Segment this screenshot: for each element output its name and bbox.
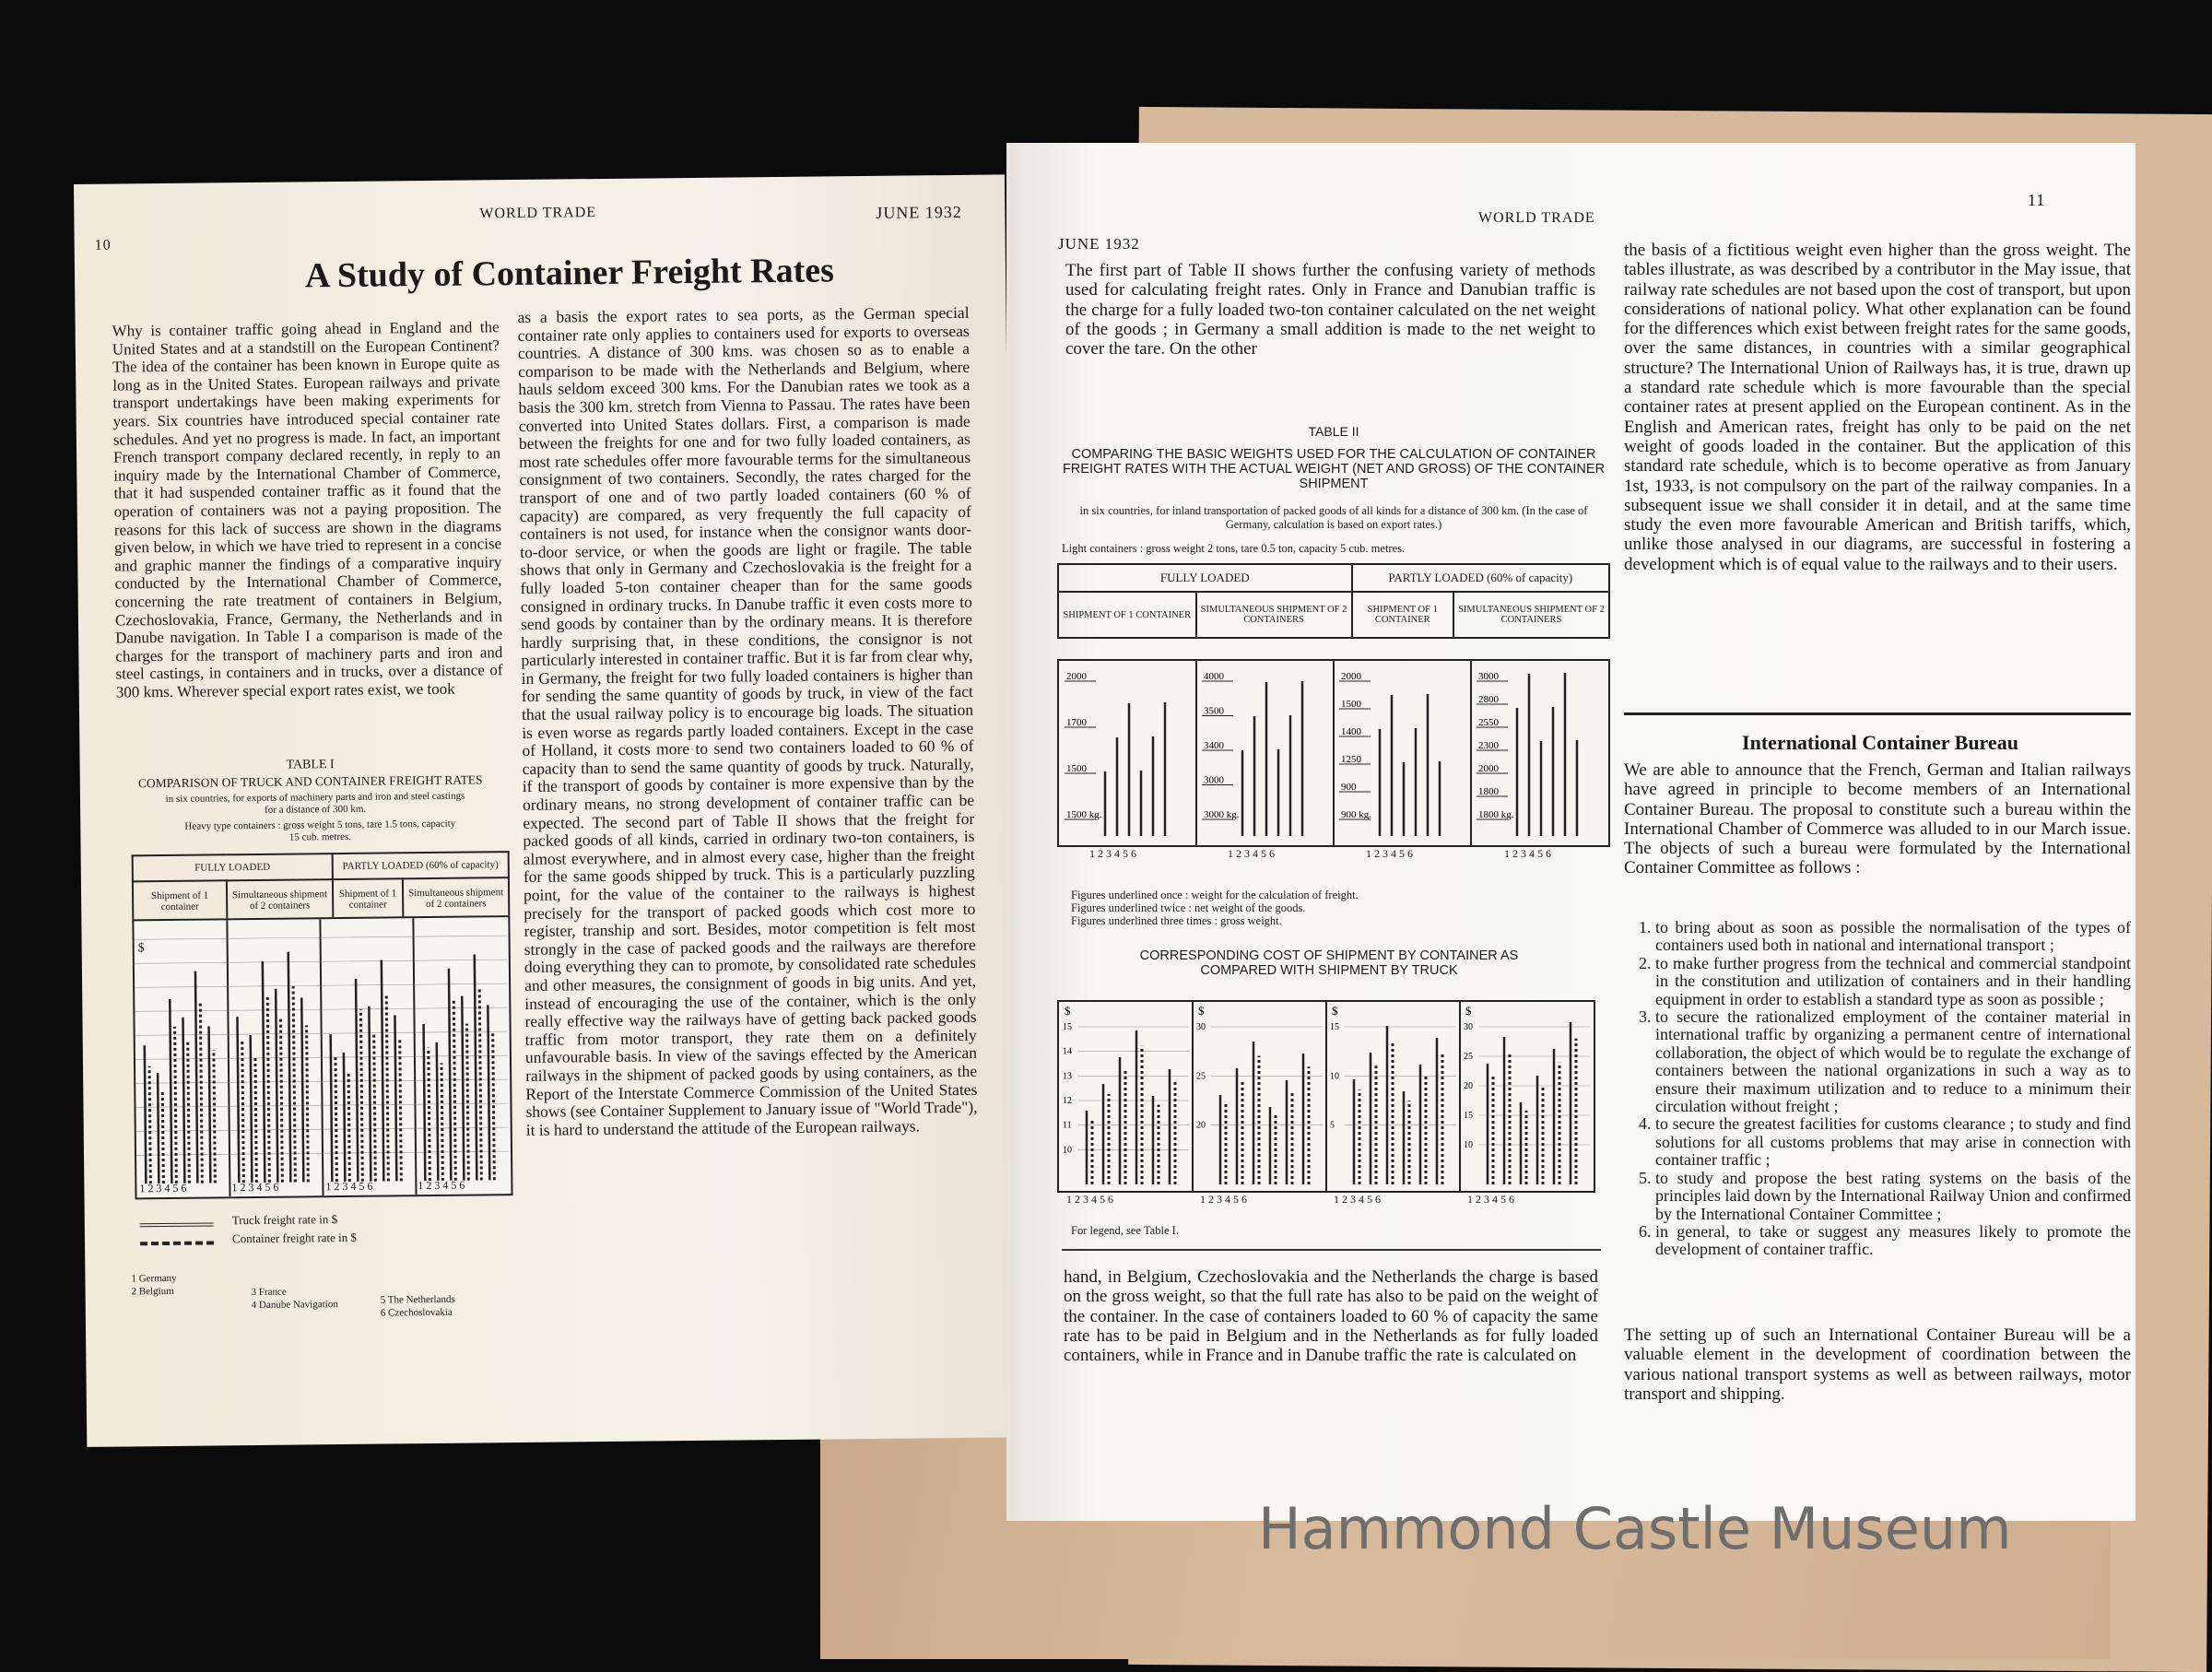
- table1-currency: $: [137, 941, 145, 956]
- article-title: A Study of Container Freight Rates: [304, 251, 835, 296]
- truck-bar: [263, 961, 265, 1183]
- truck-bar: [251, 1035, 253, 1183]
- gridline: [135, 962, 228, 963]
- table2-container-spec: Light containers : gross weight 2 tons, tare 0.5 ton, capacity 5 cub. metres.: [1062, 542, 1406, 555]
- table2-label: TABLE II: [1308, 424, 1359, 439]
- container-bar: [386, 993, 388, 1181]
- gridline: [415, 1103, 508, 1104]
- figure-note-1: Figures underlined once : weight for the calculation of freight.: [1071, 889, 1359, 901]
- country-3: 3 France: [251, 1286, 287, 1299]
- weight-label: 2800: [1478, 694, 1499, 705]
- gridline: [229, 1033, 322, 1034]
- container-bar: [441, 1063, 442, 1180]
- table2-axis-1: 1 2 3 4 5 6: [1089, 847, 1136, 860]
- truck-bar: [424, 1024, 426, 1181]
- museum-watermark: Hammond Castle Museum: [1258, 1495, 2012, 1562]
- table2-fully-loaded: FULLY LOADED: [1058, 564, 1352, 592]
- article-column-2: as a basis the export rates to sea ports, as the German special container rate only applies to containers used for exports to overseas countries. A distance of 300 kms. was chosen so as to enable a comparison to be made with the Netherlands and Belgium, where hauls seldom exceed 300 kms. For the Danubian rates we took as a basis the 300 km. stretch from Vienna to Passau. The rates have been converted into United States dollars. First, a comparison is made between the freights for one and for two fully loaded containers, as most rate schedules offer more favourable terms for the simultaneous consignment of two containers. Secondly, the rates charged for the transport of one and of two partly loaded containers (60 % of capacity) are compared, as very frequently the full capacity of containers is not used, for instance when the consignor wants door-to-door service, or when the goods are light or fragile. The table shows that only in Germany and Czechoslovakia is the freight for a fully loaded 5-ton container cheaper than for the same goods consigned in ordinary trucks. In Danube traffic it even costs more to send goods by container than by the ordinary means. It is therefore hardly surprising that, in these conditions, the consignor is not particularly interested in container traffic. But it is far from clear why, in Germany, the freight for two fully loaded containers is higher than for sending the same quantity of goods by truck, in view of the fact that the usual railway policy is to encourage big loads. The situation is even worse as regards partly loaded containers. Except in the case of Holland, it costs more to send two containers loaded to 60 % of capacity than to send the same quantity of goods by truck. Naturally, if the transport of goods by container is more expensive than by the ordinary means, no strong development of container traffic can be expected. The second part of Table II shows that the freight for packed goods of all kinds, carried in ordinary two-ton containers, is almost everywhere, and in almost every case, higher than the freight for the same goods shipped by truck. This is a particularly puzzling point, for the value of the container to the railways is highest precisely for the transport of packed goods which cost more to register, tranship and sort. Besides, motor competition is felt most strongly in the case of packed goods and the railways are therefore doing everything they can to promote, by consolidated rate schedules and other measures, the consignment of goods in big units. And yet, instead of encouraging the use of the container, which is the only really effective way the railways have of getting back packed goods traffic from motor transport, they rate them on a definitely unfavourable basis. In view of the savings effected by the American railways in the shipment of packed goods by using containers, as the Report of the Interstate Commerce Commission of the United States shows (see Container Supplement to January issue of "World Trade"), it is hard to understand the attitude of the European railways.: [517, 302, 978, 1139]
- table1-partly-loaded: PARTLY LOADED (60% of capacity): [332, 852, 508, 879]
- container-bar: [335, 1056, 336, 1182]
- gridline: [228, 1009, 321, 1010]
- tick-label: 25: [1464, 1052, 1473, 1062]
- gridline: [414, 983, 507, 984]
- country-6: 6 Czechoslovakia: [380, 1306, 453, 1319]
- truck-bar: [237, 1017, 239, 1183]
- page-number-right: 11: [2028, 191, 2046, 209]
- gridline: [321, 936, 414, 937]
- table2-axis-4: 1 2 3 4 5 6: [1504, 847, 1551, 860]
- truck-bar: [462, 996, 464, 1181]
- right-page: [1006, 143, 2136, 1521]
- table2-ship-2-partly: SIMULTANEOUS SHIPMENT OF 2 CONTAINERS: [1453, 592, 1609, 638]
- truck-bar: [382, 960, 384, 1182]
- bureau-object-item: 4. to secure the greatest facilities for customs clearance ; to study and find solutions for all customs problems that may arise in connection with container traffic ;: [1655, 1115, 2131, 1169]
- container-bar: [188, 1042, 190, 1183]
- table2-ship-1-partly: SHIPMENT OF 1 CONTAINER: [1352, 592, 1453, 638]
- table2-weight-chart: [1057, 659, 1610, 847]
- figure-note-3: Figures underlined three times : gross weight.: [1071, 914, 1282, 927]
- weight-label: 2000: [1341, 671, 1361, 682]
- table2-title: COMPARING THE BASIC WEIGHTS USED FOR THE CALCULATION OF CONTAINER FREIGHT RATES WITH THE ACTUAL WEIGHT (NET AND GROSS) OF THE CONTAINER SHIPMENT: [1062, 447, 1606, 491]
- truck-bar: [369, 1007, 371, 1182]
- tick-label: 10: [1330, 1071, 1339, 1082]
- gridline: [135, 986, 228, 987]
- cost-axis-2: 1 2 3 4 5 6: [1200, 1193, 1247, 1206]
- country-2: 2 Belgium: [131, 1285, 174, 1298]
- table1-axis-1: 1 2 3 4 5 6: [139, 1181, 187, 1195]
- table1-header: [132, 851, 511, 923]
- table1-chart: [132, 915, 512, 1199]
- container-bar: [242, 1042, 244, 1183]
- weight-label: 1700: [1066, 717, 1087, 728]
- currency-label: $: [1465, 1004, 1472, 1018]
- table1-ship-2-partly: Simultaneous shipment of 2 containers: [403, 877, 509, 919]
- country-1: 1 Germany: [131, 1272, 177, 1285]
- table2-ship-1: SHIPMENT OF 1 CONTAINER: [1058, 592, 1196, 638]
- weight-label: 4000: [1204, 671, 1224, 682]
- truck-bar: [276, 989, 277, 1183]
- table2-axis-2: 1 2 3 4 5 6: [1228, 847, 1275, 860]
- tick-label: 14: [1063, 1046, 1072, 1057]
- article-column-1: Why is container traffic going ahead in England and the United States and at a standstill on the European Continent? The idea of the container has been known in Europe quite as long as in the United States. European railways and private transport undertakings have been making experiments for years. Six countries have introduced special container rate schedules. And yet no progress is made. In fact, an important French transport company declared recently, in reply to an inquiry made by the International Chamber of Commerce, that it had suspended container traffic as it found that the operation of containers was not a paying proposition. The reasons for this lack of success are shown in the diagrams given below, in which we have tried to represent in a concise and graphic manner the findings of a comparative inquiry conducted by the International Chamber of Commerce, concerning the rate treatment of containers in Belgium, Czechoslovakia, France, Germany, the Netherlands and in Danube navigation. In Table I a comparison is made of the charges for the transport of machinery parts and iron and steel castings, in containers and in trucks, over a distance of 300 kms. Wherever special export rates exist, we took: [112, 318, 503, 701]
- legend-note: For legend, see Table I.: [1071, 1224, 1179, 1237]
- container-bar: [280, 1018, 282, 1182]
- cost-axis-1: 1 2 3 4 5 6: [1066, 1193, 1113, 1206]
- bureau-object-item: 1. to bring about as soon as possible the normalisation of the types of containers used both in national and international transport ;: [1655, 919, 2131, 955]
- weight-label: 1250: [1341, 754, 1361, 765]
- tick-label: 11: [1063, 1120, 1072, 1131]
- bureau-closing: The setting up of such an International Container Bureau will be a valuable element in the development of coordination between the various national transport systems as well as between railways, motor transport and shipping.: [1624, 1325, 2131, 1404]
- bureau-object-item: 5. to study and propose the best rating systems on the basis of the principles laid down by the International Railway Union and confirmed by the International Container Committee ;: [1655, 1170, 2131, 1223]
- running-header: WORLD TRADE: [479, 205, 597, 222]
- truck-bar: [488, 1005, 489, 1180]
- tick-label: 13: [1063, 1071, 1072, 1082]
- tick-label: 15: [1063, 1022, 1072, 1032]
- truck-bar: [170, 999, 171, 1183]
- gridline: [135, 938, 228, 939]
- truck-bar: [209, 1027, 211, 1183]
- table1-fully-loaded: FULLY LOADED: [133, 854, 333, 881]
- weight-label: 1800 kg.: [1478, 809, 1514, 820]
- legend-truck-swatch: [140, 1222, 214, 1227]
- weight-label: 1400: [1341, 726, 1361, 737]
- tick-label: 20: [1464, 1081, 1473, 1091]
- tick-label: 12: [1063, 1096, 1072, 1106]
- container-bar: [467, 1024, 469, 1181]
- table1-ship-1-partly: Shipment of 1 container: [333, 878, 404, 920]
- table1-axis-4: 1 2 3 4 5 6: [418, 1178, 465, 1193]
- truck-bar: [195, 971, 197, 1183]
- tick-label: 30: [1196, 1022, 1206, 1032]
- table1-label: TABLE I: [286, 758, 335, 772]
- weight-label: 3000: [1204, 774, 1224, 786]
- container-bar: [307, 1025, 309, 1182]
- tick-label: 5: [1330, 1120, 1335, 1131]
- weight-label: 1500: [1066, 763, 1087, 774]
- container-bar: [267, 995, 269, 1183]
- table1-ship-2: Simultaneous shipment of 2 containers: [227, 879, 333, 921]
- tick-label: 10: [1464, 1140, 1473, 1150]
- tick-label: 15: [1464, 1111, 1473, 1121]
- container-bar: [493, 1031, 495, 1180]
- currency-label: $: [1332, 1004, 1338, 1018]
- cost-axis-4: 1 2 3 4 5 6: [1467, 1193, 1514, 1206]
- corresponding-cost-title: CORRESPONDING COST OF SHIPMENT BY CONTAINER AS COMPARED WITH SHIPMENT BY TRUCK: [1139, 948, 1519, 978]
- table2-header: [1057, 563, 1610, 639]
- container-bar: [453, 1000, 455, 1180]
- gridline: [228, 937, 321, 938]
- country-4: 4 Danube Navigation: [251, 1299, 338, 1312]
- table1-subtitle: in six countries, for exports of machinery parts and iron and steel castings for a distance of 300 km.: [165, 790, 465, 816]
- container-bar: [162, 1089, 163, 1183]
- table1-ship-1: Shipment of 1 container: [133, 880, 227, 922]
- truck-bar: [331, 1034, 333, 1182]
- gridline: [322, 1032, 415, 1033]
- gridline: [321, 1008, 414, 1009]
- truck-bar: [158, 1073, 159, 1183]
- right-column-1-top: The first part of Table II shows further the confusing variety of methods used for calculating freight rates. Only in France and Danubian traffic is the charge for a fully loaded two-ton container calculated on the net weight of the goods ; in Germany a small addition is made to the net weight to cover the tare. On the other: [1065, 261, 1595, 359]
- gridline: [229, 1105, 322, 1106]
- tick-label: 25: [1196, 1071, 1206, 1082]
- weight-label: 1500: [1341, 699, 1361, 710]
- left-page: [74, 174, 1018, 1447]
- container-bar: [360, 1009, 362, 1182]
- weight-label: 1500 kg.: [1066, 809, 1102, 820]
- table2-cost-chart: [1057, 1000, 1595, 1193]
- gridline: [321, 984, 414, 985]
- gridline: [135, 1010, 228, 1011]
- weight-label: 3400: [1204, 740, 1224, 751]
- truck-bar: [301, 997, 303, 1182]
- issue-date-right: JUNE 1932: [1058, 235, 1140, 253]
- weight-label: 3000: [1478, 671, 1499, 682]
- page-number: 10: [94, 237, 112, 253]
- gridline: [135, 1034, 229, 1035]
- legend-container: Container freight rate in $: [231, 1230, 358, 1246]
- table2-partly-loaded: PARTLY LOADED (60% of capacity): [1352, 564, 1609, 592]
- bureau-intro: We are able to announce that the French, German and Italian railways have agreed in principle to become members of an International Container Bureau. The proposal to constitute such a bureau within the International Chamber of Commerce was alluded to in our March issue. The objects of such a bureau were formulated by the International Container Committee as follows :: [1624, 760, 2131, 878]
- container-bar: [255, 1057, 256, 1183]
- gridline: [228, 961, 321, 962]
- right-column-1-bottom: hand, in Belgium, Czechoslovakia and the Netherlands the charge is based on the gross weight, so that the full rate has also to be paid on the weight of the container. In the case of containers loaded to 60 % of capacity the same rate has to be paid in Belgium and in the Netherlands as for fully loaded containers, while in France and in Danube traffic the rate is calculated on: [1064, 1267, 1598, 1366]
- bureau-object-item: 2. to make further progress from the technical and commercial standpoint in the constitution and utilization of containers and in their handling equipment in order to establish a standard type as soon as possible ;: [1655, 955, 2131, 1008]
- weight-label: 1800: [1478, 786, 1499, 797]
- container-bar: [374, 1032, 376, 1181]
- container-bar: [293, 986, 295, 1182]
- container-bar: [149, 1066, 150, 1183]
- truck-bar: [449, 969, 451, 1181]
- tick-label: 15: [1330, 1022, 1339, 1032]
- gridline: [322, 1104, 415, 1105]
- table1-axis-2: 1 2 3 4 5 6: [231, 1180, 279, 1195]
- country-5: 5 The Netherlands: [380, 1293, 455, 1306]
- gridline: [135, 1106, 229, 1107]
- currency-label: $: [1198, 1004, 1205, 1018]
- table1-title: COMPARISON OF TRUCK AND CONTAINER FREIGHT RATES: [137, 772, 483, 791]
- weight-label: 2550: [1478, 717, 1499, 728]
- truck-bar: [344, 1053, 345, 1182]
- weight-label: 900: [1341, 782, 1357, 793]
- table-divider: [1062, 1249, 1601, 1251]
- tick-label: 10: [1063, 1145, 1072, 1156]
- table2-subtitle: in six countries, for inland transportation of packed goods of all kinds for a distance of 300 km. (In the case of Germany, calculation is based on export rates.): [1079, 504, 1588, 531]
- weight-label: 2000: [1066, 671, 1087, 682]
- gridline: [414, 1007, 507, 1008]
- issue-date: JUNE 1932: [876, 202, 962, 222]
- container-bar: [214, 1050, 216, 1183]
- right-column-2-top: the basis of a fictitious weight even higher than the gross weight. The tables illustrate, as was described by a contributor in the May issue, that railway rate schedules are not based upon the cost of transport, but upon considerations of national policy. What other explanation can be found for the differences which exist between freight rates for the same goods, over the same distances, in countries with a similar geographical structure? The International Union of Railways has, it is true, drawn up a standard rate schedule which is more favourable than the special container rates at present applied on the European continent. As in the English and American rates, freight has only to be paid on the net weight of goods loaded in the container. But the application of this standard rate schedule, which is to become operative as from January 1st, 1933, is not compulsory on the part of the railway companies. In a subsequent issue we shall consider it in detail, and at the same time study the even more favourable American and British tariffs, which, unlike those analysed in our diagrams, are successful in fostering a development which is of equal value to the railways and to their users.: [1624, 241, 2131, 574]
- running-header-right: WORLD TRADE: [1478, 210, 1595, 226]
- legend-container-swatch: [140, 1241, 214, 1245]
- weight-label: 900 kg.: [1341, 809, 1371, 820]
- truck-bar: [182, 1018, 184, 1183]
- truck-bar: [475, 954, 477, 1180]
- truck-bar: [288, 952, 291, 1183]
- table1-axis-3: 1 2 3 4 5 6: [325, 1179, 373, 1194]
- weight-label: 3500: [1204, 705, 1224, 717]
- truck-bar: [394, 1015, 396, 1181]
- gridline: [321, 960, 414, 961]
- bureau-title: International Container Bureau: [1742, 731, 2018, 754]
- table2-axis-3: 1 2 3 4 5 6: [1366, 847, 1413, 860]
- container-bar: [200, 1003, 202, 1183]
- gridline: [415, 1031, 508, 1032]
- tick-label: 30: [1464, 1022, 1473, 1032]
- weight-label: 3000 kg.: [1204, 809, 1240, 820]
- bureau-object-item: 6. in general, to take or suggest any measures likely to promote the development of container traffic.: [1655, 1223, 2131, 1259]
- table2-ship-2: SIMULTANEOUS SHIPMENT OF 2 CONTAINERS: [1196, 592, 1352, 638]
- truck-bar: [437, 1042, 439, 1181]
- gridline: [228, 985, 321, 986]
- container-bar: [348, 1072, 349, 1182]
- weight-label: 2300: [1478, 740, 1499, 751]
- section-divider: [1624, 712, 2131, 715]
- container-bar: [400, 1040, 402, 1181]
- legend-truck: Truck freight rate in $: [231, 1212, 338, 1228]
- table1-container-spec: Heavy type containers : gross weight 5 tons, tare 1.5 tons, capacity 15 cub. metres.: [184, 818, 456, 843]
- bureau-object-item: 3. to secure the rationalized employment of the container material in international traffic by organizing a permanent centre of international collaboration, the object of which would be to regulate the exchange of containers between the national organizations in such a way as to ensure their maximum utilization and to reduce to a minimum their circulation without freight ;: [1655, 1008, 2131, 1115]
- weight-label: 2000: [1478, 763, 1499, 774]
- cost-axis-3: 1 2 3 4 5 6: [1334, 1193, 1381, 1206]
- bureau-objects: [1626, 919, 2131, 1259]
- container-bar: [175, 1027, 177, 1183]
- truck-bar: [145, 1045, 147, 1183]
- tick-label: 20: [1196, 1120, 1206, 1131]
- container-bar: [429, 1048, 430, 1181]
- currency-label: $: [1065, 1004, 1071, 1018]
- figure-note-2: Figures underlined twice : net weight of the goods.: [1071, 901, 1306, 914]
